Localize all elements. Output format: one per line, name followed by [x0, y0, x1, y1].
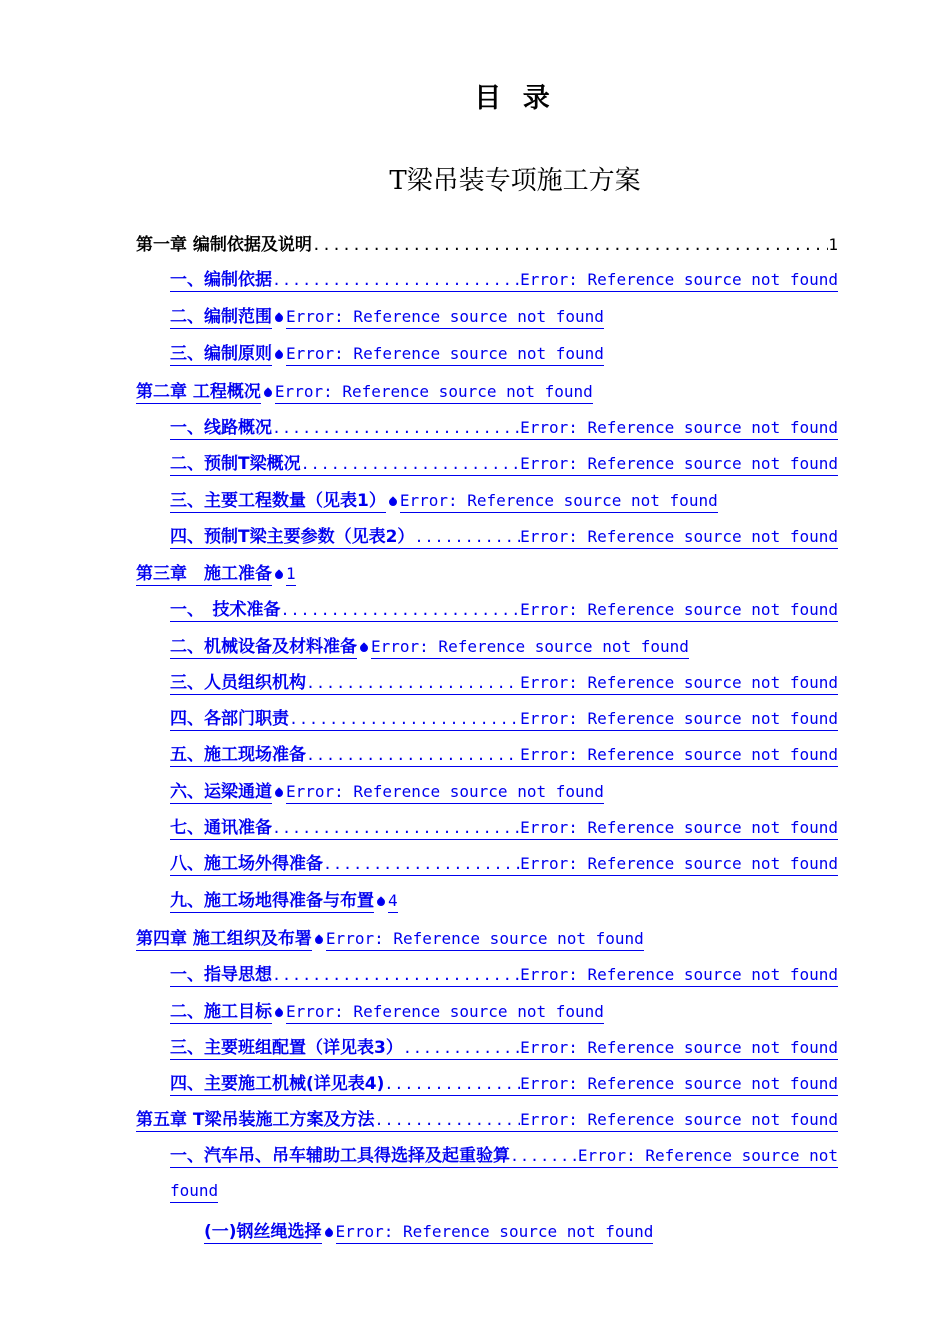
- toc-entry[interactable]: [170, 665, 838, 695]
- tab-leader-icon: [376, 896, 386, 909]
- toc-entry-label: 一、汽车吊、吊车辅助工具得选择及起重验算: [170, 1146, 510, 1166]
- tab-leader-icon: [274, 312, 284, 325]
- toc-dot-leader: [281, 599, 521, 622]
- toc-entry-label: 第四章 施工组织及布署: [136, 929, 312, 949]
- toc-page-reference: Error: Reference source not found: [520, 1109, 838, 1132]
- toc-entry[interactable]: [170, 1138, 838, 1168]
- toc-entry[interactable]: [170, 701, 838, 731]
- toc-entry-label: 第二章 工程概况: [136, 382, 261, 402]
- toc-dot-leader: [306, 672, 520, 695]
- toc-entry-label: 八、施工场外得准备: [170, 854, 323, 874]
- tab-leader-icon: [274, 1007, 284, 1020]
- toc-entry[interactable]: [204, 1214, 653, 1244]
- tab-leader-icon: [274, 569, 284, 582]
- toc-dot-leader: [301, 453, 521, 476]
- toc-entry-label: 三、主要工程数量（见表1）: [170, 491, 386, 511]
- toc-dot-leader: [306, 744, 520, 767]
- toc-dot-leader: [272, 417, 520, 440]
- toc-page-reference: Error: Reference source not: [578, 1145, 838, 1168]
- toc-entry-label: (一)钢丝绳选择: [204, 1222, 322, 1242]
- toc-page-reference: Error: Reference source not found: [520, 269, 838, 292]
- toc-page-reference: Error: Reference source not found: [520, 964, 838, 987]
- toc-page-reference: 1: [286, 563, 296, 586]
- toc-entry[interactable]: [136, 921, 644, 951]
- toc-entry[interactable]: [170, 410, 838, 440]
- toc-entry-label: 一、编制依据: [170, 270, 272, 290]
- toc-entry[interactable]: [170, 883, 398, 913]
- toc-page-reference: Error: Reference source not found: [286, 1001, 604, 1024]
- toc-page-reference: Error: Reference source not found: [520, 1037, 838, 1060]
- toc-entry-label: 第一章 编制依据及说明: [136, 235, 312, 255]
- toc-entry[interactable]: [170, 1030, 838, 1060]
- toc-page-reference: Error: Reference source not found: [520, 708, 838, 731]
- toc-page-reference: Error: Reference source not found: [520, 453, 838, 476]
- toc-page-reference: Error: Reference source not found: [520, 599, 838, 622]
- toc-entry-label: 六、运梁通道: [170, 782, 272, 802]
- toc-dot-leader: [289, 708, 520, 731]
- toc-dot-leader: [272, 269, 520, 292]
- toc-page-reference: Error: Reference source not found: [520, 744, 838, 767]
- toc-entry[interactable]: [136, 1102, 838, 1132]
- toc-dot-leader: [375, 1109, 521, 1132]
- toc-dot-leader: [272, 817, 520, 840]
- toc-entry[interactable]: [136, 226, 838, 256]
- toc-entry-label: 二、编制范围: [170, 307, 272, 327]
- toc-entry-label: 一、 技术准备: [170, 600, 281, 620]
- document-subtitle: T梁吊装专项施工方案: [389, 166, 641, 196]
- toc-entry-label: 第五章 T梁吊装施工方案及方法: [136, 1110, 375, 1130]
- toc-entry[interactable]: [170, 592, 838, 622]
- toc-page-reference: Error: Reference source not found: [286, 343, 604, 366]
- toc-dot-leader: [403, 1037, 520, 1060]
- toc-entry-label: 二、机械设备及材料准备: [170, 637, 357, 657]
- toc-title: 目 录: [474, 83, 556, 114]
- toc-page-reference: 1: [828, 235, 838, 254]
- toc-entry-label: 二、施工目标: [170, 1002, 272, 1022]
- toc-entry-label: 四、各部门职责: [170, 709, 289, 729]
- tab-leader-icon: [324, 1227, 334, 1240]
- toc-dot-leader: [384, 1073, 520, 1096]
- toc-page-reference: Error: Reference source not found: [520, 817, 838, 840]
- toc-page-reference: Error: Reference source not found: [371, 636, 689, 659]
- toc-entry-label: 三、人员组织机构: [170, 673, 306, 693]
- toc-page-reference: Error: Reference source not found: [520, 526, 838, 549]
- toc-entry-label: 一、线路概况: [170, 418, 272, 438]
- toc-entry[interactable]: [170, 629, 689, 659]
- toc-page-reference-continued[interactable]: found: [170, 1180, 218, 1203]
- toc-entry-label: 三、主要班组配置（详见表3）: [170, 1038, 403, 1058]
- toc-page-reference: Error: Reference source not found: [275, 381, 593, 404]
- toc-dot-leader: [510, 1145, 578, 1168]
- toc-page-reference: 4: [388, 890, 398, 913]
- toc-dot-leader: [272, 964, 520, 987]
- toc-dot-leader: [414, 526, 520, 549]
- tab-leader-icon: [388, 496, 398, 509]
- tab-leader-icon: [274, 787, 284, 800]
- toc-entry-label: 第三章 施工准备: [136, 564, 272, 584]
- toc-entry[interactable]: [170, 483, 718, 513]
- toc-entry-label: 三、编制原则: [170, 344, 272, 364]
- tab-leader-icon: [314, 934, 324, 947]
- toc-page-reference: Error: Reference source not found: [520, 417, 838, 440]
- toc-entry[interactable]: [170, 1066, 838, 1096]
- toc-entry[interactable]: [170, 336, 604, 366]
- tab-leader-icon: [274, 349, 284, 362]
- toc-page-reference: Error: Reference source not found: [520, 1073, 838, 1096]
- toc-entry[interactable]: [170, 846, 838, 876]
- toc-entry[interactable]: [170, 957, 838, 987]
- toc-dot-leader: [323, 853, 520, 876]
- toc-entry[interactable]: [170, 519, 838, 549]
- toc-entry-label: 九、施工场地得准备与布置: [170, 891, 374, 911]
- toc-page-reference: Error: Reference source not found: [326, 928, 644, 951]
- toc-page-reference: Error: Reference source not found: [336, 1221, 654, 1244]
- toc-page-reference: Error: Reference source not found: [286, 781, 604, 804]
- toc-page-reference: Error: Reference source not found: [520, 672, 838, 695]
- toc-entry[interactable]: [170, 737, 838, 767]
- toc-entry-label: 二、预制T梁概况: [170, 454, 301, 474]
- toc-entry[interactable]: [136, 374, 593, 404]
- toc-entry[interactable]: [170, 262, 838, 292]
- toc-page-reference: Error: Reference source not found: [286, 306, 604, 329]
- toc-entry-label: 七、通讯准备: [170, 818, 272, 838]
- toc-entry-label: 五、施工现场准备: [170, 745, 306, 765]
- toc-entry-label: 四、主要施工机械(详见表4): [170, 1074, 385, 1094]
- toc-entry[interactable]: [170, 299, 604, 329]
- toc-entry-label: 四、预制T梁主要参数（见表2）: [170, 527, 415, 547]
- toc-entry[interactable]: [170, 446, 838, 476]
- toc-entry[interactable]: [136, 556, 296, 586]
- toc-entry[interactable]: [170, 810, 838, 840]
- toc-page-reference: Error: Reference source not found: [520, 853, 838, 876]
- toc-dot-leader: [312, 234, 828, 256]
- tab-leader-icon: [263, 387, 273, 400]
- toc-entry-label: 一、指导思想: [170, 965, 272, 985]
- toc-entry[interactable]: [170, 994, 604, 1024]
- toc-entry[interactable]: [170, 774, 604, 804]
- toc-page-reference: Error: Reference source not found: [400, 490, 718, 513]
- tab-leader-icon: [359, 642, 369, 655]
